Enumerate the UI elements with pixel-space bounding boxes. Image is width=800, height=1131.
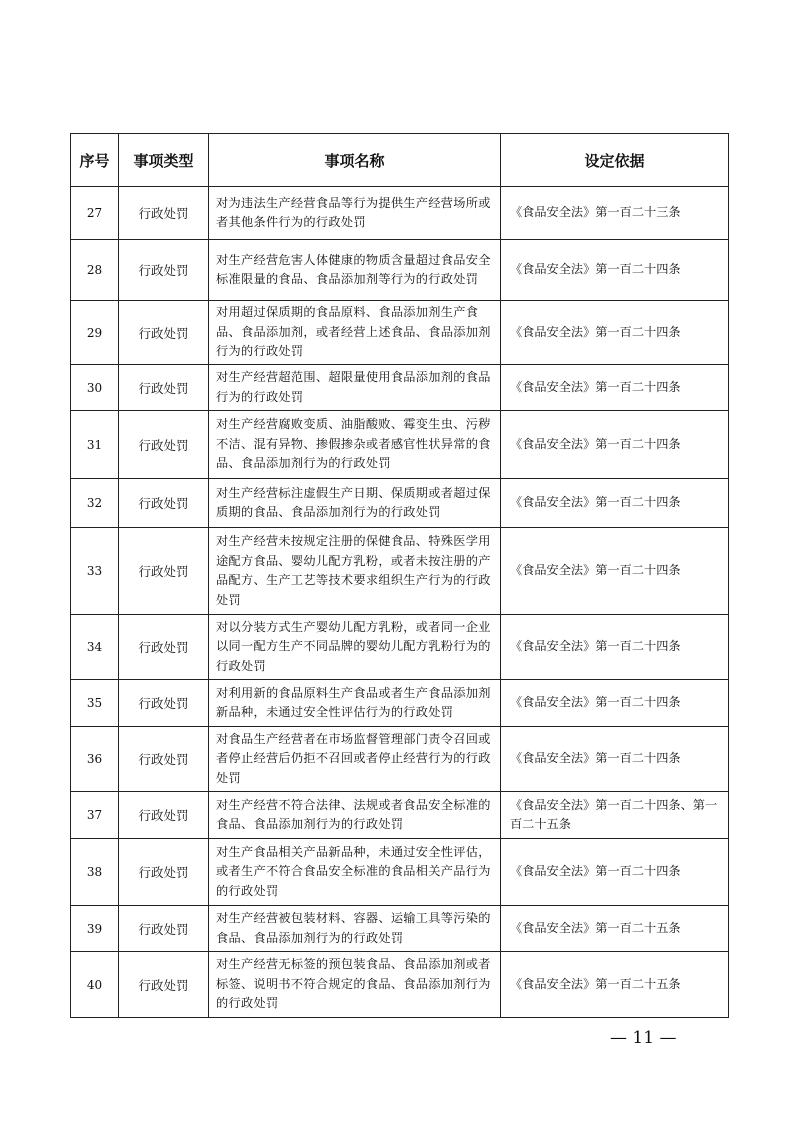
row-seq: 28 xyxy=(71,240,119,301)
table-row xyxy=(71,906,729,952)
table-row xyxy=(71,615,729,680)
row-basis: 《食品安全法》第一百二十四条 xyxy=(501,301,729,365)
row-basis: 《食品安全法》第一百二十五条 xyxy=(501,906,729,952)
row-type: 行政处罚 xyxy=(119,301,209,365)
row-basis: 《食品安全法》第一百二十四条 xyxy=(501,240,729,301)
row-type: 行政处罚 xyxy=(119,365,209,411)
table-row xyxy=(71,839,729,906)
row-name: 对食品生产经营者在市场监督管理部门责令召回或者停止经营后仍拒不召回或者停止经营行为的行政处罚 xyxy=(209,727,501,792)
row-name: 对利用新的食品原料生产食品或者生产食品添加剂新品种，未通过安全性评估行为的行政处罚 xyxy=(209,680,501,727)
table-row xyxy=(71,301,729,365)
row-basis: 《食品安全法》第一百二十四条 xyxy=(501,727,729,792)
table-row xyxy=(71,365,729,411)
row-basis: 《食品安全法》第一百二十四条 xyxy=(501,680,729,727)
row-name: 对生产经营腐败变质、油脂酸败、霉变生虫、污秽不洁、混有异物、掺假掺杂或者感官性状异常的食品、食品添加剂行为的行政处罚 xyxy=(209,411,501,479)
row-name: 对生产经营标注虚假生产日期、保质期或者超过保质期的食品、食品添加剂行为的行政处罚 xyxy=(209,479,501,528)
table-row xyxy=(71,680,729,727)
table-row xyxy=(71,411,729,479)
row-basis: 《食品安全法》第一百二十四条 xyxy=(501,365,729,411)
header-seq: 序号 xyxy=(71,134,119,187)
header-basis: 设定依据 xyxy=(501,134,729,187)
row-type: 行政处罚 xyxy=(119,906,209,952)
row-basis: 《食品安全法》第一百二十四条 xyxy=(501,528,729,615)
row-type: 行政处罚 xyxy=(119,187,209,240)
row-seq: 37 xyxy=(71,792,119,839)
header-type: 事项类型 xyxy=(119,134,209,187)
row-seq: 30 xyxy=(71,365,119,411)
row-seq: 31 xyxy=(71,411,119,479)
table-row xyxy=(71,792,729,839)
row-basis: 《食品安全法》第一百二十四条、第一百二十五条 xyxy=(501,792,729,839)
row-basis: 《食品安全法》第一百二十四条 xyxy=(501,479,729,528)
row-type: 行政处罚 xyxy=(119,839,209,906)
table-row xyxy=(71,528,729,615)
table-row xyxy=(71,952,729,1018)
row-type: 行政处罚 xyxy=(119,952,209,1018)
row-seq: 33 xyxy=(71,528,119,615)
row-type: 行政处罚 xyxy=(119,792,209,839)
row-basis: 《食品安全法》第一百二十四条 xyxy=(501,615,729,680)
row-seq: 29 xyxy=(71,301,119,365)
table-header-row xyxy=(71,134,729,187)
row-seq: 36 xyxy=(71,727,119,792)
row-basis: 《食品安全法》第一百二十四条 xyxy=(501,411,729,479)
row-type: 行政处罚 xyxy=(119,240,209,301)
row-name: 对以分装方式生产婴幼儿配方乳粉，或者同一企业以同一配方生产不同品牌的婴幼儿配方乳粉行为的行政处罚 xyxy=(209,615,501,680)
row-name: 对生产经营无标签的预包装食品、食品添加剂或者标签、说明书不符合规定的食品、食品添加剂行为的行政处罚 xyxy=(209,952,501,1018)
row-type: 行政处罚 xyxy=(119,411,209,479)
table-row xyxy=(71,240,729,301)
regulation-table xyxy=(70,133,729,1018)
row-type: 行政处罚 xyxy=(119,615,209,680)
page-number: — 11 — xyxy=(610,1028,677,1048)
row-name: 对为违法生产经营食品等行为提供生产经营场所或者其他条件行为的行政处罚 xyxy=(209,187,501,240)
row-basis: 《食品安全法》第一百二十四条 xyxy=(501,839,729,906)
regulation-table-container xyxy=(70,133,728,1018)
row-seq: 32 xyxy=(71,479,119,528)
row-name: 对生产经营未按规定注册的保健食品、特殊医学用途配方食品、婴幼儿配方乳粉，或者未按注册的产品配方、生产工艺等技术要求组织生产行为的行政处罚 xyxy=(209,528,501,615)
row-seq: 35 xyxy=(71,680,119,727)
row-name: 对生产经营危害人体健康的物质含量超过食品安全标准限量的食品、食品添加剂等行为的行政处罚 xyxy=(209,240,501,301)
row-name: 对生产经营被包装材料、容器、运输工具等污染的食品、食品添加剂行为的行政处罚 xyxy=(209,906,501,952)
row-type: 行政处罚 xyxy=(119,680,209,727)
row-name: 对用超过保质期的食品原料、食品添加剂生产食品、食品添加剂，或者经营上述食品、食品添加剂行为的行政处罚 xyxy=(209,301,501,365)
row-name: 对生产经营超范围、超限量使用食品添加剂的食品行为的行政处罚 xyxy=(209,365,501,411)
table-row xyxy=(71,727,729,792)
row-name: 对生产食品相关产品新品种，未通过安全性评估，或者生产不符合食品安全标准的食品相关产品行为的行政处罚 xyxy=(209,839,501,906)
header-name: 事项名称 xyxy=(209,134,501,187)
row-seq: 27 xyxy=(71,187,119,240)
row-type: 行政处罚 xyxy=(119,727,209,792)
row-type: 行政处罚 xyxy=(119,528,209,615)
row-seq: 34 xyxy=(71,615,119,680)
row-name: 对生产经营不符合法律、法规或者食品安全标准的食品、食品添加剂行为的行政处罚 xyxy=(209,792,501,839)
row-seq: 39 xyxy=(71,906,119,952)
row-seq: 38 xyxy=(71,839,119,906)
table-row xyxy=(71,187,729,240)
table-row xyxy=(71,479,729,528)
row-basis: 《食品安全法》第一百二十五条 xyxy=(501,952,729,1018)
row-seq: 40 xyxy=(71,952,119,1018)
row-type: 行政处罚 xyxy=(119,479,209,528)
row-basis: 《食品安全法》第一百二十三条 xyxy=(501,187,729,240)
